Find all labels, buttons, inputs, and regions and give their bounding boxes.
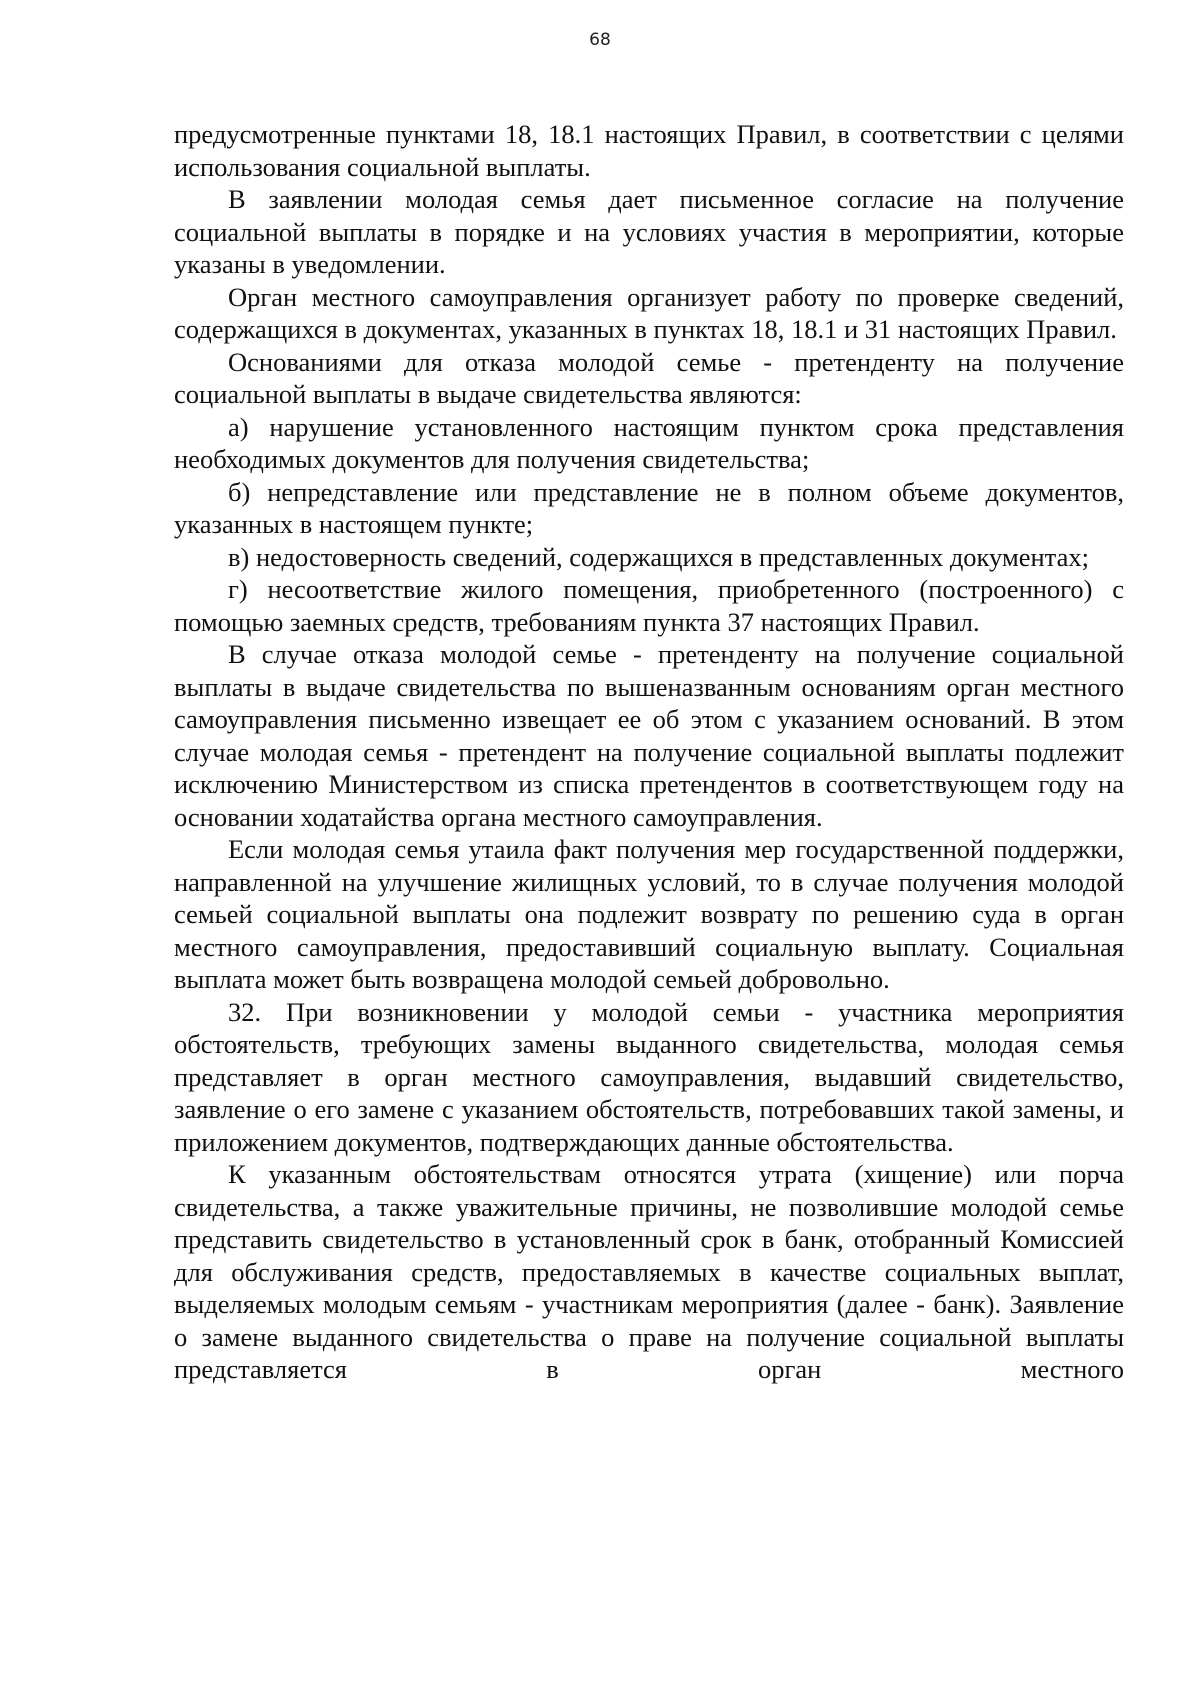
paragraph-refusal-grounds: Основаниями для отказа молодой семье - претенденту на получение социальной выплаты в выдаче свидетельства являются: <box>174 346 1124 409</box>
paragraph-refusal-case: В случае отказа молодой семье - претенденту на получение социальной выплаты в выдаче свидетельства по вышеназванным основаниям орган местного самоуправления письменно извещает ее об этом с указанием оснований. В этом случае молодая семья - претендент на получение социальной выплаты подлежит исключению Министерством из списка претендентов в соответствующем году на основании ходатайства органа местного самоуправления. <box>174 639 1124 832</box>
list-item-v: в) недостоверность сведений, содержащихся в представленных документах; <box>228 541 1089 572</box>
list-item-g: г) несоответствие жилого помещения, приобретенного (построенного) с помощью заемных средств, требованиям пункта 37 настоящих Правил. <box>174 574 1124 637</box>
list-item-a: а) нарушение установленного настоящим пунктом срока представления необходимых документов для получения свидетельства; <box>174 411 1124 474</box>
document-body <box>174 118 1124 1386</box>
paragraph-circumstances: К указанным обстоятельствам относятся утрата (хищение) или порча свидетельства, а также уважительные причины, не позволившие молодой семье представить свидетельство в установленный срок в банк, отобранный Комиссией для обслуживания средств, предоставляемых в качестве социальных выплат, выделяемых молодым семьям - участникам мероприятия (далее - банк). Заявление о замене выданного свидетельства о праве на получение социальной выплаты представляется в орган местного <box>174 1159 1124 1384</box>
paragraph-consent: В заявлении молодая семья дает письменное согласие на получение социальной выплаты в порядке и на условиях участия в мероприятии, которые указаны в уведомлении. <box>174 184 1124 279</box>
list-item-b: б) непредставление или представление не в полном объеме документов, указанных в настоящем пункте; <box>174 476 1124 539</box>
paragraph-item-32: 32. При возникновении у молодой семьи - участника мероприятия обстоятельств, требующих замены выданного свидетельства, молодая семья представляет в орган местного самоуправления, выдавший свидетельство, заявление о его замене с указанием обстоятельств, потребовавших такой замены, и приложением документов, подтверждающих данные обстоятельства. <box>174 996 1124 1157</box>
paragraph-verification: Орган местного самоуправления организует работу по проверке сведений, содержащихся в документах, указанных в пунктах 18, 18.1 и 31 настоящих Правил. <box>174 281 1124 344</box>
paragraph-continuation: предусмотренные пунктами 18, 18.1 настоящих Правил, в соответствии с целями использования социальной выплаты. <box>174 119 1124 182</box>
page-number: 68 <box>589 30 611 50</box>
paragraph-concealment: Если молодая семья утаила факт получения мер государственной поддержки, направленной на улучшение жилищных условий, то в случае получения молодой семьей социальной выплаты она подлежит возврату по решению суда в орган местного самоуправления, предоставивший социальную выплату. Социальная выплата может быть возвращена молодой семьей добровольно. <box>174 834 1124 994</box>
